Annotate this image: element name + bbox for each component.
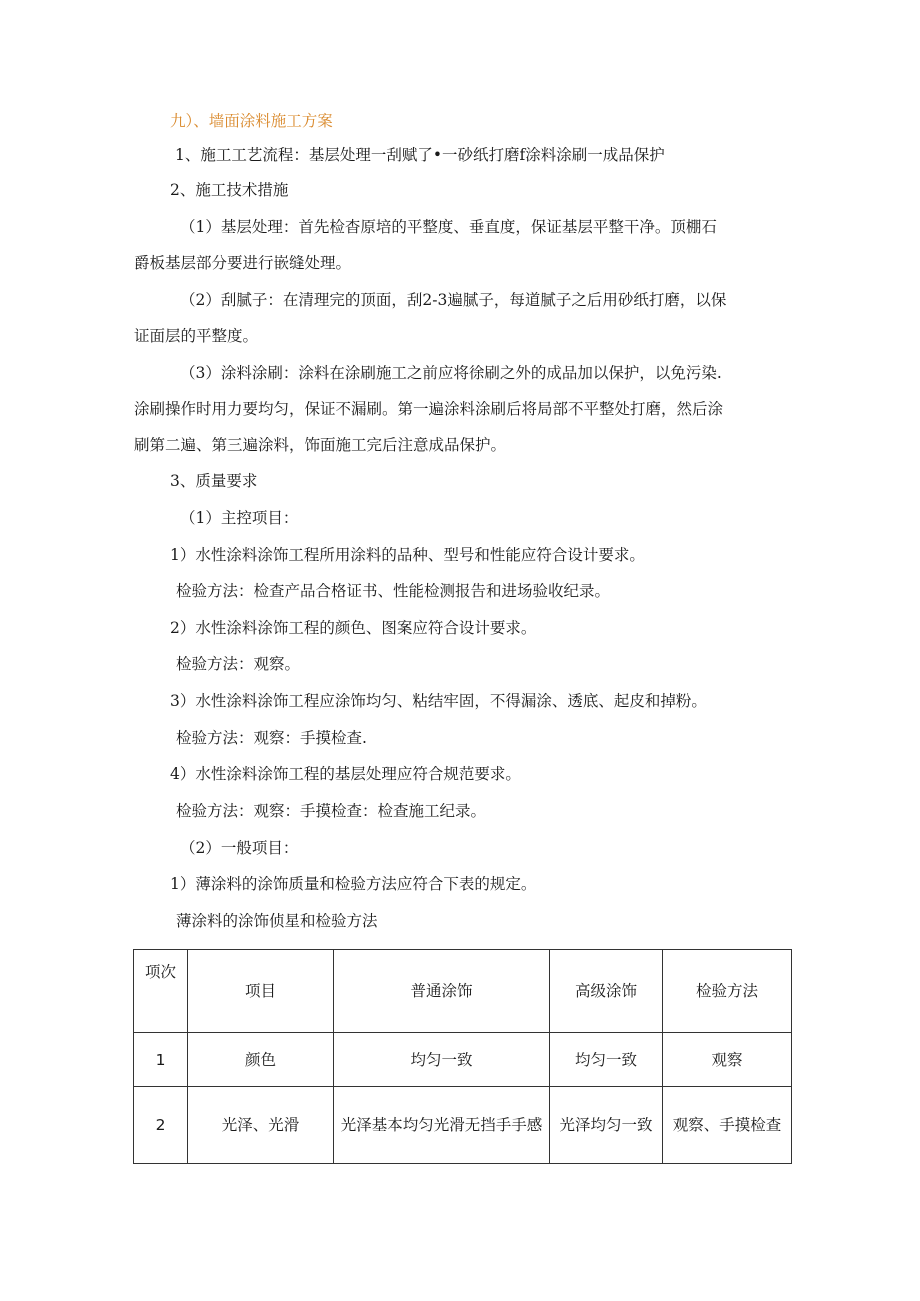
requirement-4: 4）水性涂料涂饰工程的基层处理应符合规范要求。 xyxy=(170,765,521,783)
cell-normal: 光泽基本均匀光滑无挡手手感 xyxy=(334,1087,550,1164)
painting-line-1: （3）涂料涂刷：涂料在涂刷施工之前应将徐刷之外的成品加以保护，以免污染. xyxy=(180,364,722,382)
cell-item: 颜色 xyxy=(188,1033,334,1087)
inspection-method-4: 检验方法：观察：手摸检查：检查施工纪录。 xyxy=(176,802,487,820)
header-item: 项目 xyxy=(188,950,334,1033)
table-row xyxy=(134,1087,792,1164)
quality-table xyxy=(133,949,792,1164)
technical-measures-heading: 2、施工技术措施 xyxy=(170,181,289,199)
inspection-method-2: 检验方法：观察。 xyxy=(176,655,301,673)
header-index: 项次 xyxy=(134,950,188,1033)
general-items-heading: （2）一般项目： xyxy=(180,839,299,857)
painting-line-3: 刷第二遍、第三遍涂料，饰面施工完后注意成品保护。 xyxy=(134,436,507,454)
painting-line-2: 涂刷操作时用力要均匀，保证不漏刷。第一遍涂料涂刷后将局部不平整处打磨，然后涂 xyxy=(134,400,724,418)
cell-index: 1 xyxy=(134,1033,188,1087)
header-normal: 普通涂饰 xyxy=(334,950,550,1033)
table-caption: 薄涂料的涂饰侦星和检验方法 xyxy=(176,912,378,930)
inspection-method-1: 检验方法：检查产品合格证书、性能检测报告和进场验收纪录。 xyxy=(176,582,611,600)
section-title: 九）、墙面涂料施工方案 xyxy=(170,112,333,130)
cell-method: 观察、手摸检查 xyxy=(663,1087,792,1164)
cell-item: 光泽、光滑 xyxy=(188,1087,334,1164)
cell-method: 观察 xyxy=(663,1033,792,1087)
inspection-method-3: 检验方法：观察：手摸检查. xyxy=(176,729,367,747)
quality-requirements-heading: 3、质量要求 xyxy=(170,472,258,490)
base-treatment-line-1: （1）基层处理：首先检杳原培的平整度、垂直度，保证基层平整干净。顶棚石 xyxy=(180,218,717,236)
process-flow-paragraph: 1、施工工艺流程：基层处理一刮赋了•一砂纸打磨f涂料涂刷一成品保护 xyxy=(175,146,665,164)
cell-high: 光泽均匀一致 xyxy=(550,1087,663,1164)
table-header-row xyxy=(134,950,792,1033)
header-method: 检验方法 xyxy=(663,950,792,1033)
requirement-3: 3）水性涂料涂饰工程应涂饰均匀、粘结牢固，不得漏涂、透底、起皮和掉粉。 xyxy=(170,692,707,710)
requirement-2: 2）水性涂料涂饰工程的颜色、图案应符合设计要求。 xyxy=(170,619,537,637)
cell-normal: 均匀一致 xyxy=(334,1033,550,1087)
cell-high: 均匀一致 xyxy=(550,1033,663,1087)
main-control-items-heading: （1）主控项目： xyxy=(180,509,299,527)
putty-line-1: （2）刮腻子：在清理完的顶面，刮2-3遍腻子，每道腻子之后用砂纸打磨，以保 xyxy=(180,291,727,309)
base-treatment-line-2: 爵板基层部分要进行嵌缝处理。 xyxy=(134,254,352,272)
header-high: 高级涂饰 xyxy=(550,950,663,1033)
putty-line-2: 证面层的平整度。 xyxy=(134,327,259,345)
general-requirement-1: 1）薄涂料的涂饰质量和检验方法应符合下表的规定。 xyxy=(170,875,537,893)
cell-index: 2 xyxy=(134,1087,188,1164)
requirement-1: 1）水性涂料涂饰工程所用涂料的品种、型号和性能应符合设计要求。 xyxy=(170,546,645,564)
table-row xyxy=(134,1033,792,1087)
